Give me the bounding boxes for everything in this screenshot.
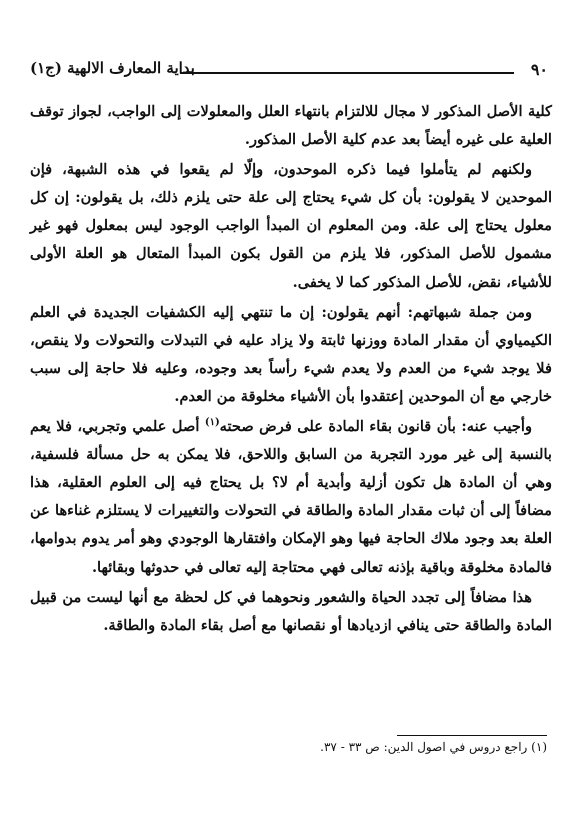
paragraph-4 [30,413,552,582]
paragraph-3: ومن جملة شبهاتهم: أنهم يقولون: إن ما تنتهي إليه الكشفيات الجديدة في العلم الكيمياوي أن مقدار المادة ووزنها ثابتة ولا يزاد عليه في التبدلات والتحولات ولا ينقص، فلا يوجد شيء من العدم ولا يعدم شيء رأساً بعد وجوده، وعليه فلا حاجة إلى سبب خارجي مع أن الموحدين إعتقدوا بأن الأشياء مخلوقة من العدم. [30,303,552,405]
paragraph-4-start: وأجيب عنه: بأن قانون بقاء المادة على فرض صحته [219,418,532,436]
page-header [30,58,552,84]
paragraph-4-rest: أصل علمي وتجربي، فلا يعم بالنسبة إلى غير مورد التجربة من السابق واللاحق، فلا يمكن به حل مسألة فلسفية، وهي أن المادة هل تكون أزلية وأبدية أم لا؟ بل يحتاج فيه إلى العلوم العقلية، هذا مضافاً إلى أن ثبات مقدار المادة والطاقة في التحولات والتغييرات لا يستلزم غناءها عن العلة بعد وجود ملاك الحاجة فيها وهو الإمكان وافتقارها الوجودي وهو أمر يدوم بدوامها، فالمادة مخلوقة وباقية بإذنه تعالى فهي محتاجة إليه تعالى في حدوثها وبقائها. [30,418,552,576]
page-number: ٩٠ [530,60,548,79]
footnote-divider [397,735,547,736]
paragraph-1: كلية الأصل المذكور لا مجال للالتزام بانتهاء العلل والمعلولات إلى الواجب، لجواز توقف العلية على غيره أيضاً بعد عدم كلية الأصل المذكور. [30,103,552,149]
paragraph-2: ولكنهم لم يتأملوا فيما ذكره الموحدون، وإلّا لم يقعوا في هذه الشبهة، فإن الموحدين لا يقولون: بأن كل شيء يحتاج إلى علة حتى يلزم ذلك، بل يقولون: إن كل معلول يحتاج إلى علة. ومن المعلوم ان المبدأ الواجب الوجود ليس بمعلول فهو غير مشمول للأصل المذكور، فلا يلزم من القول بكون المبدأ المتعال هو العلة الأولى للأشياء، نقض، للأصل المذكور كما لا يخفى. [30,161,552,291]
main-text [30,98,552,640]
header-rule [180,72,514,74]
footnote-marker: (١) [204,417,220,429]
footnote: (١) راجع دروس في اصول الدين: ص ٣٣ - ٣٧. [320,740,547,754]
running-title: بداية المعارف الالهية (ج١) [30,59,195,77]
paragraph-5: هذا مضافاً إلى تجدد الحياة والشعور ونحوهما في كل لحظة مع أنها ليست من قبيل المادة والطاقة حتى ينافي ازديادها أو نقصانها مع أصل بقاء المادة والطاقة. [30,588,552,634]
